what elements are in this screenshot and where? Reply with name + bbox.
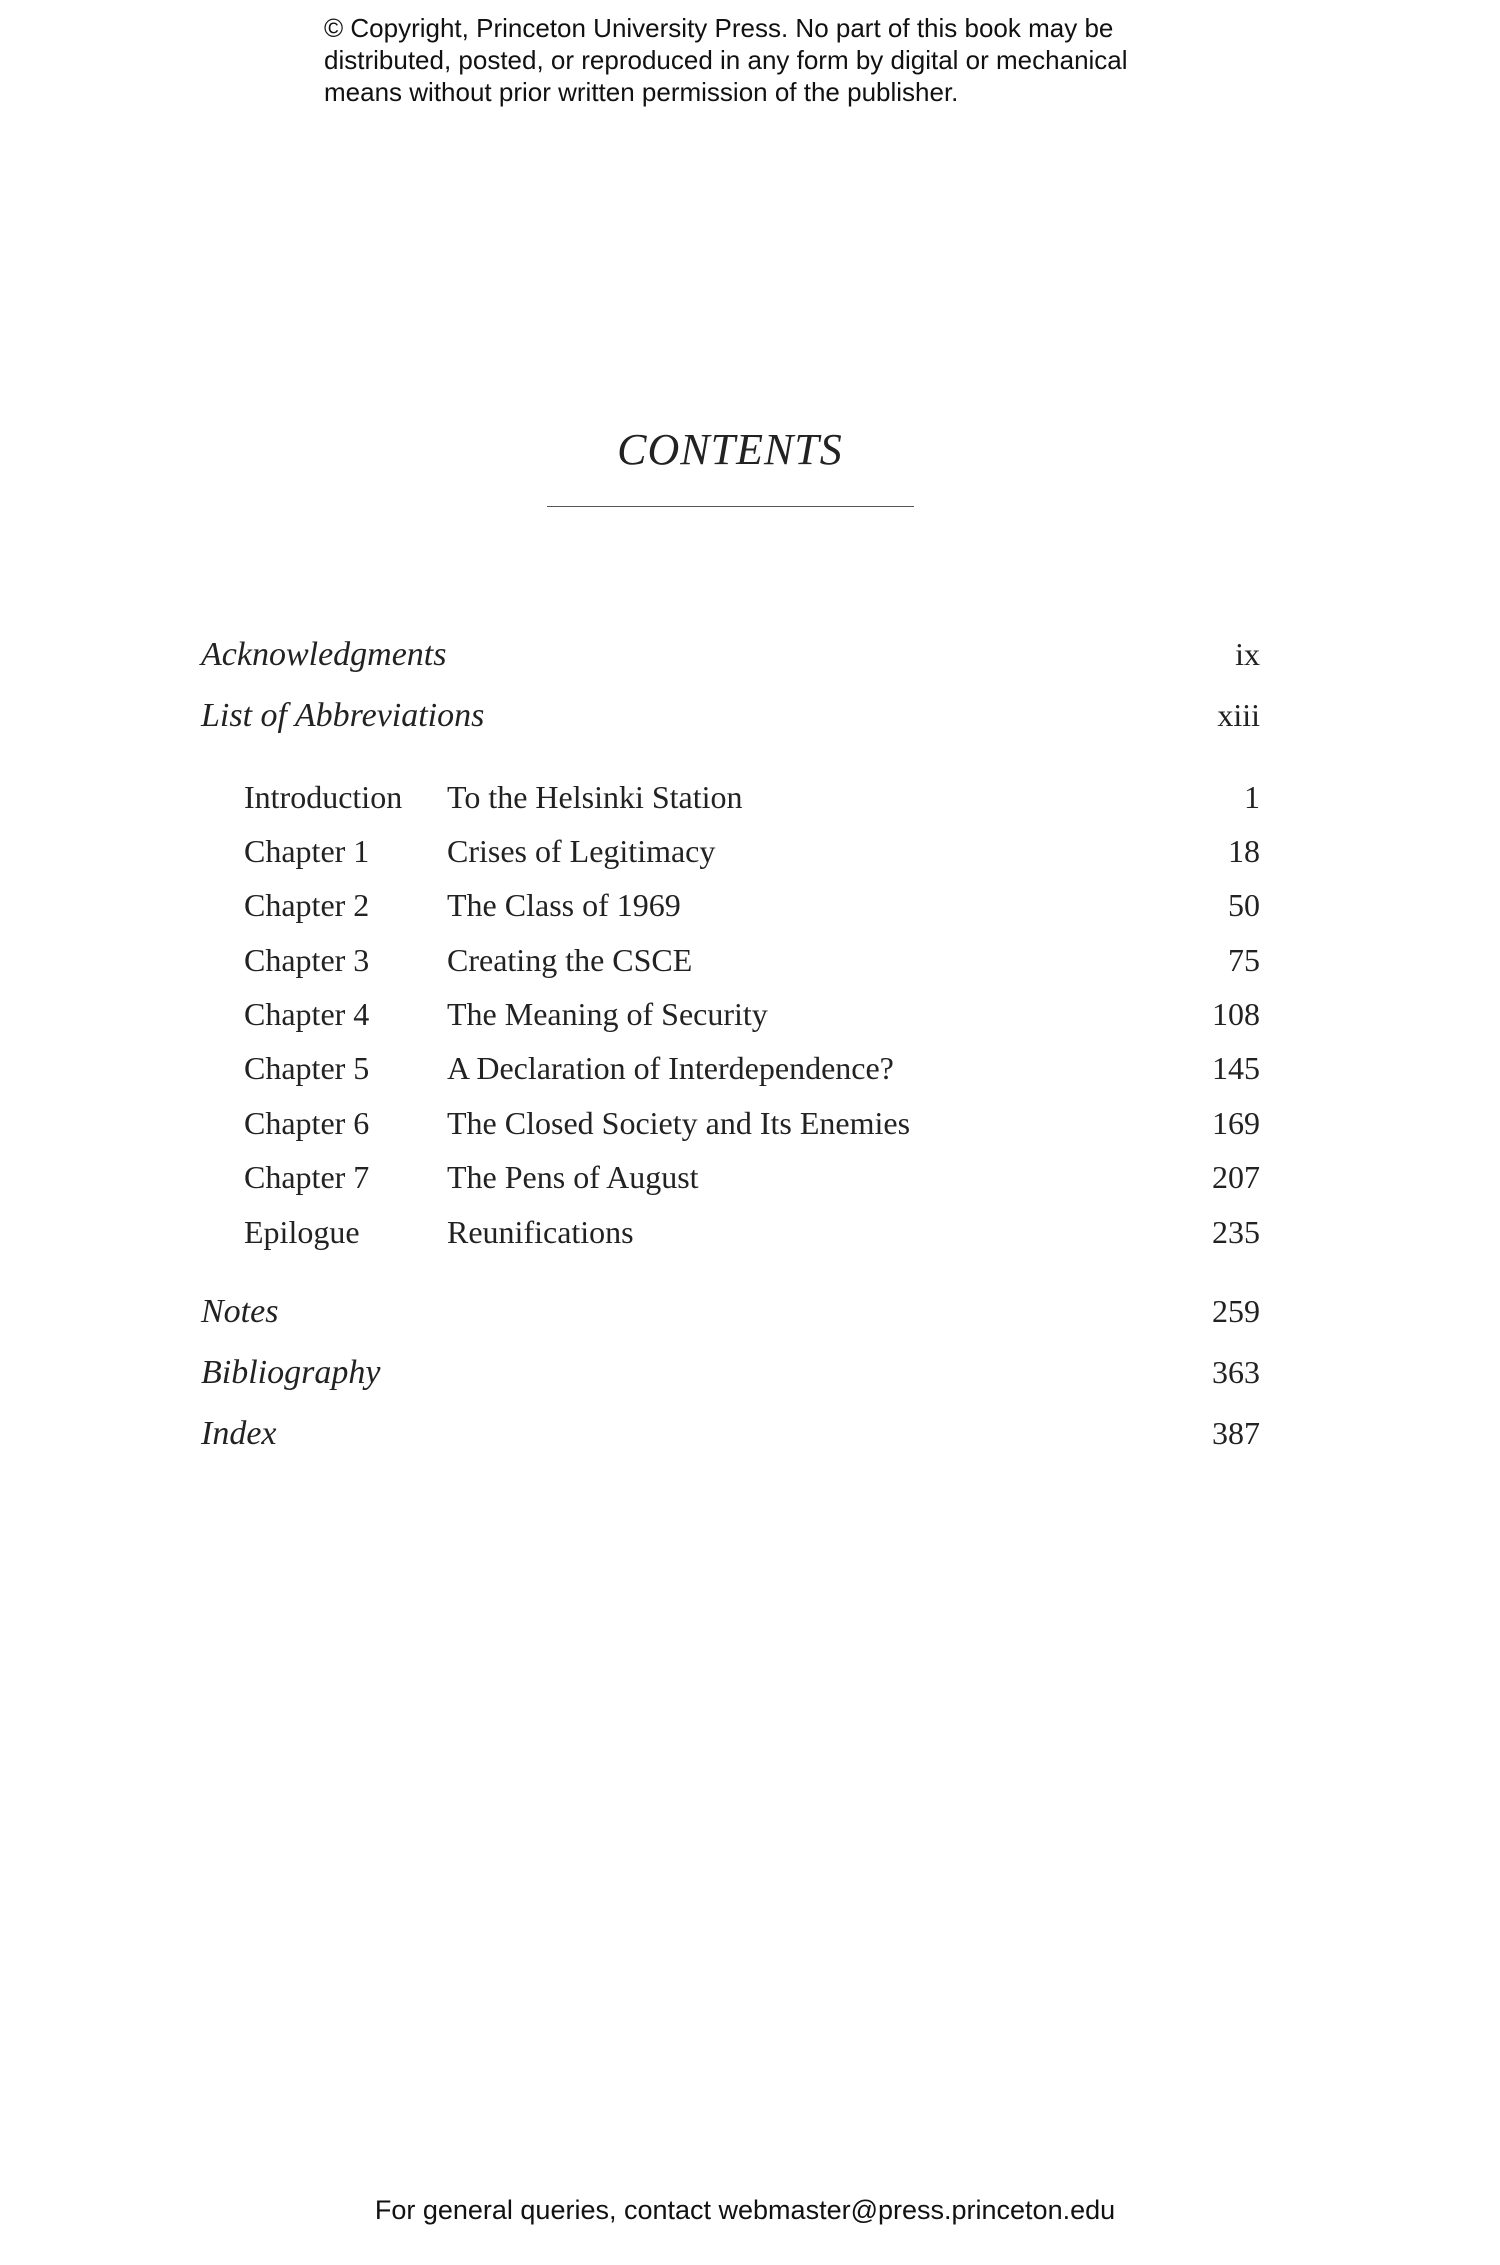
title-divider <box>547 506 914 507</box>
toc-entry-title: Notes <box>201 1293 279 1330</box>
toc-chapter-label: Chapter 5 <box>244 1050 370 1086</box>
toc-chapter-label: Chapter 7 <box>244 1159 370 1195</box>
toc-chapter-entry[interactable] <box>0 1159 1500 1209</box>
toc-page-number: 235 <box>1212 1214 1260 1250</box>
copyright-line: distributed, posted, or reproduced in any form by digital or mechanical <box>324 45 1128 75</box>
toc-back-entry[interactable] <box>0 1354 1500 1404</box>
toc-chapter-label: Chapter 3 <box>244 942 370 978</box>
toc-chapter-title: The Pens of August <box>447 1159 699 1195</box>
toc-page-number: 207 <box>1212 1159 1260 1195</box>
toc-chapter-entry[interactable] <box>0 833 1500 883</box>
toc-entry-title: Index <box>201 1415 277 1452</box>
toc-chapter-entry[interactable] <box>0 779 1500 829</box>
toc-chapter-entry[interactable] <box>0 887 1500 937</box>
copyright-line: © Copyright, Princeton University Press. No part of this book may be <box>324 13 1114 43</box>
toc-page-number: 363 <box>1212 1354 1260 1390</box>
toc-page-number: xiii <box>1217 697 1260 733</box>
toc-page-number: 50 <box>1228 887 1260 923</box>
footer-contact: For general queries, contact webmaster@press.princeton.edu <box>374 2195 1116 2225</box>
toc-chapter-entry[interactable] <box>0 1214 1500 1264</box>
toc-chapter-title: The Closed Society and Its Enemies <box>447 1105 911 1141</box>
toc-chapter-entry[interactable] <box>0 942 1500 992</box>
toc-entry-title: Bibliography <box>201 1354 381 1391</box>
toc-page-number: 75 <box>1228 942 1260 978</box>
toc-page-number: 169 <box>1212 1105 1260 1141</box>
toc-chapter-label: Chapter 1 <box>244 833 370 869</box>
toc-chapter-title: Crises of Legitimacy <box>447 833 716 869</box>
toc-chapter-title: Reunifications <box>447 1214 634 1250</box>
toc-front-entry[interactable] <box>0 697 1500 747</box>
toc-chapter-label: Epilogue <box>244 1214 360 1250</box>
toc-chapter-label: Introduction <box>244 779 403 815</box>
toc-chapter-entry[interactable] <box>0 1050 1500 1100</box>
toc-page-number: 18 <box>1228 833 1260 869</box>
toc-chapter-title: To the Helsinki Station <box>447 779 743 815</box>
page-title: CONTENTS <box>617 425 843 474</box>
toc-entry-title: List of Abbreviations <box>201 697 485 734</box>
toc-chapter-label: Chapter 6 <box>244 1105 370 1141</box>
toc-page-number: 387 <box>1212 1415 1260 1451</box>
toc-page-number: 108 <box>1212 996 1260 1032</box>
toc-chapter-title: A Declaration of Interdependence? <box>447 1050 894 1086</box>
toc-chapter-entry[interactable] <box>0 1105 1500 1155</box>
toc-chapter-title: The Meaning of Security <box>447 996 768 1032</box>
copyright-line: means without prior written permission of the publisher. <box>324 77 959 107</box>
copyright-notice <box>324 12 1224 108</box>
toc-chapter-entry[interactable] <box>0 996 1500 1046</box>
toc-chapter-label: Chapter 4 <box>244 996 370 1032</box>
toc-chapter-label: Chapter 2 <box>244 887 370 923</box>
toc-page-number: 1 <box>1244 779 1260 815</box>
toc-page-number: 259 <box>1212 1293 1260 1329</box>
toc-chapter-title: Creating the CSCE <box>447 942 693 978</box>
toc-back-entry[interactable] <box>0 1415 1500 1465</box>
toc-page-number: ix <box>1235 636 1260 672</box>
toc-entry-title: Acknowledgments <box>201 636 447 673</box>
toc-front-entry[interactable] <box>0 636 1500 686</box>
toc-chapter-title: The Class of 1969 <box>447 887 681 923</box>
toc-back-entry[interactable] <box>0 1293 1500 1343</box>
toc-page-number: 145 <box>1212 1050 1260 1086</box>
